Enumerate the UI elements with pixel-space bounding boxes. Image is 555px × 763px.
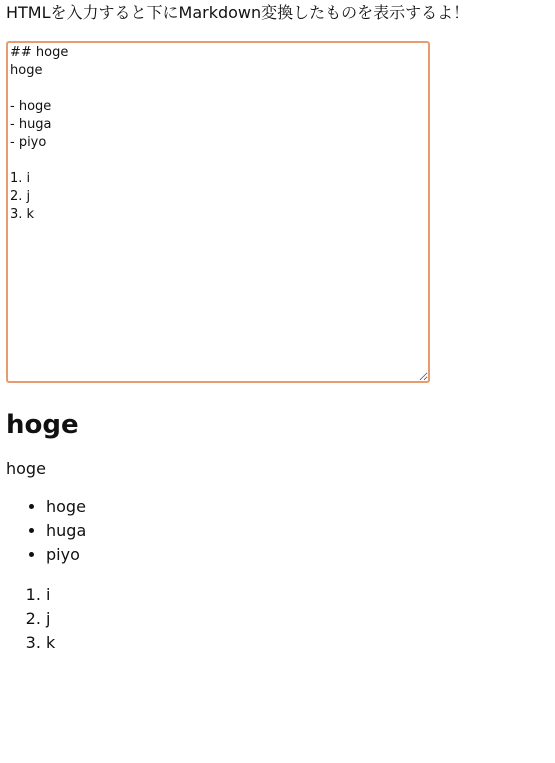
markdown-input[interactable] (6, 41, 430, 383)
bullet-list-item: • hoge (46, 495, 546, 519)
intro-text: HTMLを入力すると下にMarkdown変換したものを表示するよ！ (6, 3, 470, 22)
bullet-list-item: • piyo (46, 543, 546, 567)
page-container (6, 0, 546, 655)
preview-bullet-list (6, 495, 546, 567)
bullet-list-item: • huga (46, 519, 546, 543)
preview-paragraph: hoge (6, 459, 46, 478)
numbered-list-item: 2. j (46, 607, 546, 631)
markdown-preview (6, 409, 546, 655)
preview-heading: hoge (6, 410, 79, 440)
numbered-list-item: 3. k (46, 631, 546, 655)
numbered-list-item: 1. i (46, 583, 546, 607)
preview-numbered-list (6, 583, 546, 655)
